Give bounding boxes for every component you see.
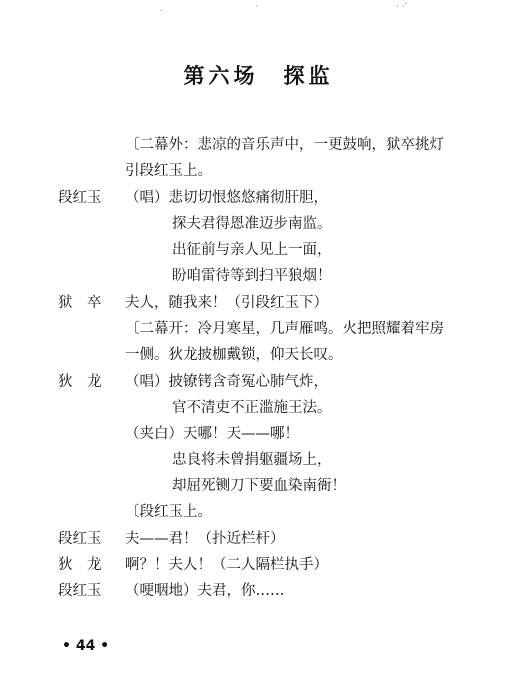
dialogue-line: 夫——君！（扑近栏杆） (125, 531, 285, 547)
dialogue-line: （唱）悲切切恨悠悠痛彻肝胆， (125, 190, 328, 206)
dialogue-line: 夫人，随我来！（引段红玉下） (125, 295, 328, 311)
dialogue-line: 啊？！夫人！（二人隔栏执手） (125, 557, 328, 573)
dialogue-line: 忠良将未曾捐躯疆场上， (172, 452, 332, 468)
speaker-name: 狱 卒 (58, 295, 102, 311)
page-number: • 44 • (62, 638, 110, 654)
print-speck: . (160, 4, 163, 14)
speaker-name: 段红玉 (58, 583, 102, 599)
dialogue-line: 探夫君得恩准迈步南监。 (172, 216, 332, 232)
dialogue-line: （哽咽地）夫君，你…… (125, 583, 285, 599)
dialogue-line: 盼咱雷待等到扫平狼烟！ (172, 268, 332, 284)
dialogue-line: 官不清吏不正滥施王法。 (172, 400, 332, 416)
scene-title: 第六场 探监 (183, 64, 334, 88)
stage-direction: 引段红玉上。 (125, 163, 212, 179)
dialogue-line: （夹白）天哪！天——哪！ (125, 426, 299, 442)
stage-direction: 〔二幕外：悲凉的音乐声中，一更鼓响，狱卒挑灯 (125, 137, 444, 153)
speaker-name: 狄 龙 (58, 557, 102, 573)
dialogue-line: 却屈死铡刀下要血染南衙！ (172, 478, 346, 494)
speaker-name: 段红玉 (58, 190, 102, 206)
print-speck: · ·' (396, 2, 408, 12)
dialogue-line: （唱）披镣铐含奇冤心肺气炸， (125, 374, 328, 390)
stage-direction: 一侧。狄龙披枷戴锁，仰天长叹。 (125, 347, 343, 363)
dialogue-line: 出征前与亲人见上一面， (172, 242, 332, 258)
stage-direction: 〔二幕开：冷月寒星，几声雁鸣。火把照耀着牢房 (125, 321, 444, 337)
stage-direction: 〔段红玉上。 (125, 504, 212, 520)
print-speck: · (255, 2, 258, 12)
speaker-name: 段红玉 (58, 531, 102, 547)
speaker-name: 狄 龙 (58, 374, 102, 390)
